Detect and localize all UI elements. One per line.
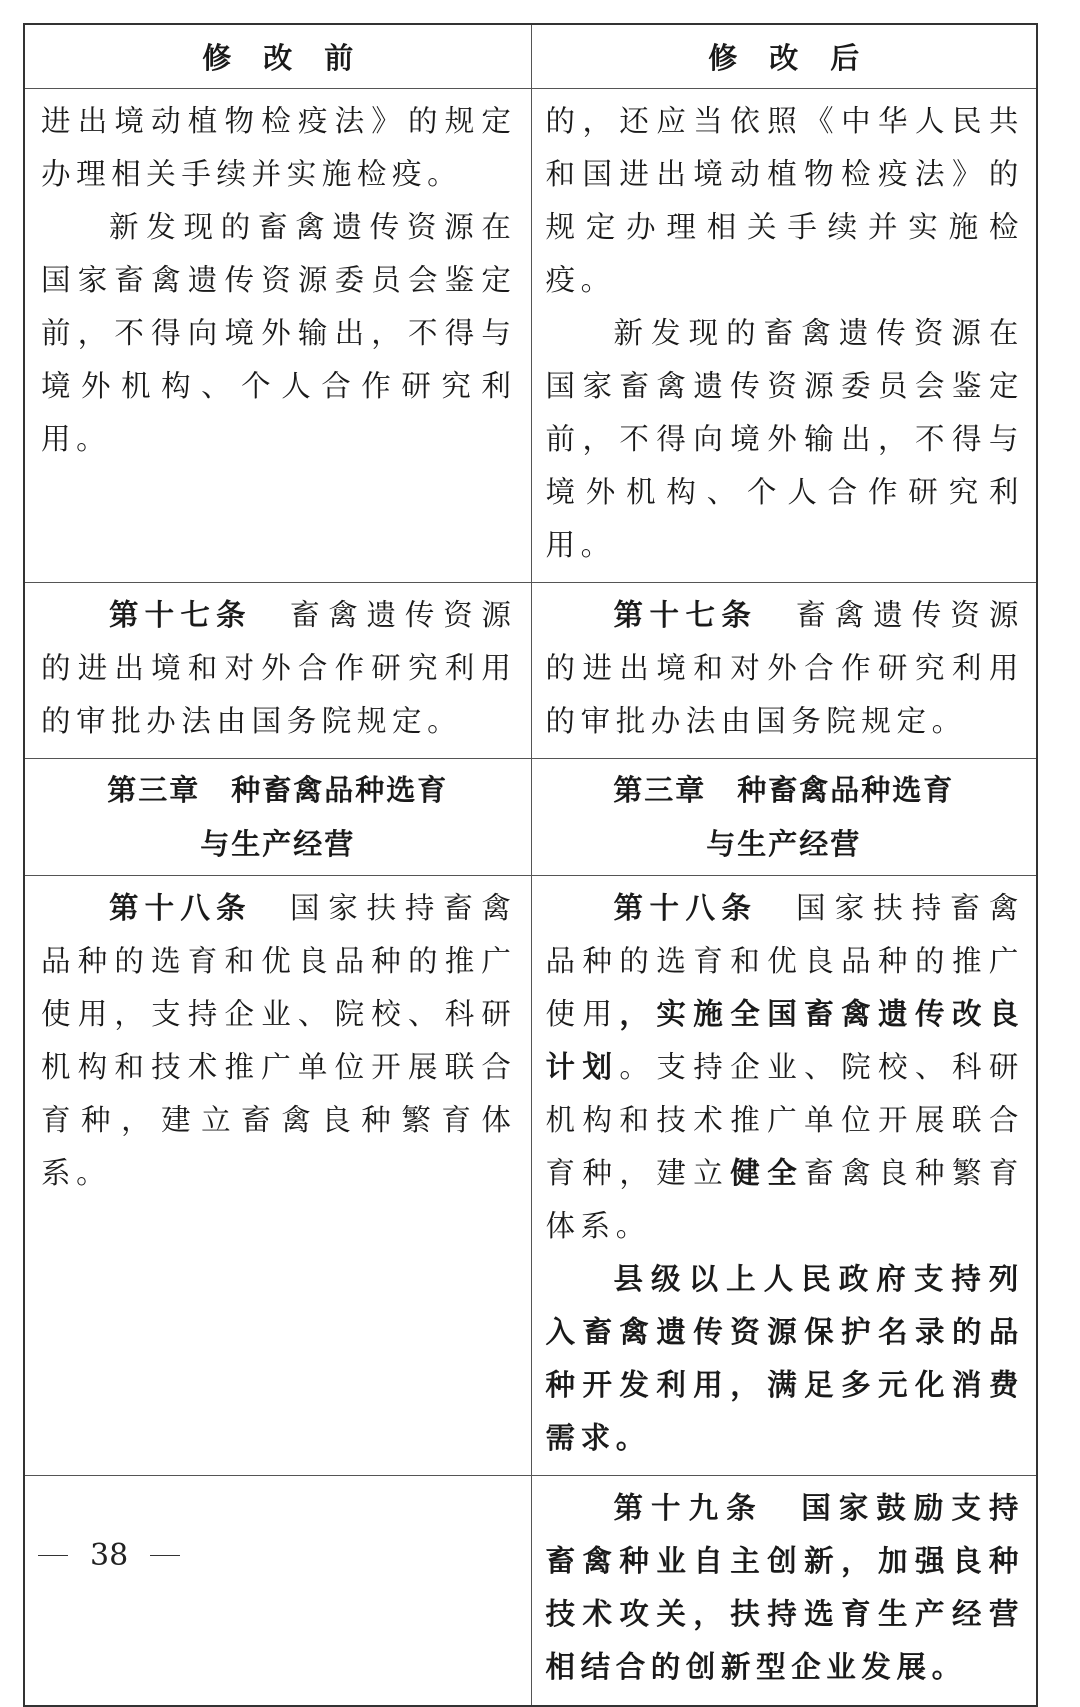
article-text: 国家扶持畜禽品种的选育和优良品种的推广使用 <box>545 891 1024 1031</box>
cell-after <box>531 89 1037 583</box>
paragraph <box>546 589 1025 748</box>
dash-left <box>38 1555 68 1557</box>
article-number: 第十七条 <box>109 598 252 632</box>
cell-after <box>531 583 1037 759</box>
article-text: 国家鼓励支持畜禽种业自主创新，加强良种技术攻关，扶持选育生产经营相结合的创新型企业发展。 <box>545 1491 1024 1684</box>
amended-text: ，实施全国畜禽遗传改良计划 <box>545 997 1024 1084</box>
cell-before <box>24 89 531 583</box>
table-row <box>24 583 1037 759</box>
chapter-title-line: 第三章 种畜禽品种选育 <box>107 773 449 807</box>
paragraph <box>41 589 517 748</box>
chapter-title-line: 第三章 种畜禽品种选育 <box>613 773 955 807</box>
table-row <box>24 89 1037 583</box>
paragraph: 的，还应当依照《中华人民共和国进出境动植物检疫法》的规定办理相关手续并实施检疫。 <box>545 104 1024 297</box>
header-after-label: 修改后 <box>708 41 892 75</box>
cell-before <box>24 583 531 759</box>
article-number: 第十八条 <box>109 891 252 925</box>
cell-after <box>531 1476 1037 1707</box>
article-number: 第十八条 <box>613 891 758 925</box>
chapter-row <box>24 759 1037 876</box>
page-footer <box>38 1538 180 1573</box>
article-number: 第十九条 <box>613 1491 764 1525</box>
table-header-row <box>24 24 1037 89</box>
cell-before <box>24 759 531 876</box>
article-text: 。支持企业、院校、科研机构和技术推广单位开展联合育种，建立 <box>545 1050 1024 1190</box>
paragraph <box>546 882 1025 1253</box>
cell-before <box>24 876 531 1476</box>
dash-right <box>150 1555 180 1557</box>
chapter-title-line: 与生产经营 <box>200 827 356 861</box>
amended-text: 健全 <box>730 1156 805 1190</box>
article-text: 畜禽良种繁育体系。 <box>545 1156 1024 1243</box>
article-text: 畜禽遗传资源的进出境和对外合作研究利用的审批办法由国务院规定。 <box>545 598 1024 738</box>
chapter-title-line: 与生产经营 <box>706 827 862 861</box>
cell-after <box>531 759 1037 876</box>
chapter-title <box>532 759 1037 875</box>
paragraph: 新发现的畜禽遗传资源在国家畜禽遗传资源委员会鉴定前，不得向境外输出，不得与境外机构、个人合作研究利用。 <box>545 316 1024 562</box>
cell-before-empty <box>24 1476 531 1707</box>
header-after <box>531 24 1037 89</box>
paragraph: 进出境动植物检疫法》的规定办理相关手续并实施检疫。 <box>41 104 517 191</box>
paragraph <box>41 882 517 1200</box>
page-number: 38 <box>90 1538 129 1573</box>
table-row <box>24 876 1037 1476</box>
table-row <box>24 1476 1037 1707</box>
amended-paragraph <box>546 1482 1025 1694</box>
paragraph: 新发现的畜禽遗传资源在国家畜禽遗传资源委员会鉴定前，不得向境外输出，不得与境外机构、个人合作研究利用。 <box>41 210 517 456</box>
article-text: 国家扶持畜禽品种的选育和优良品种的推广使用，支持企业、院校、科研机构和技术推广单位开展联合育种，建立畜禽良种繁育体系。 <box>41 891 517 1190</box>
cell-after <box>531 876 1037 1476</box>
article-text: 畜禽遗传资源的进出境和对外合作研究利用的审批办法由国务院规定。 <box>41 598 517 738</box>
comparison-table <box>23 23 1038 1707</box>
article-number: 第十七条 <box>613 598 758 632</box>
amended-paragraph: 县级以上人民政府支持列入畜禽遗传资源保护名录的品种开发利用，满足多元化消费需求。 <box>545 1262 1024 1455</box>
header-before <box>24 24 531 89</box>
chapter-title <box>25 759 531 875</box>
header-before-label: 修改前 <box>202 41 386 75</box>
